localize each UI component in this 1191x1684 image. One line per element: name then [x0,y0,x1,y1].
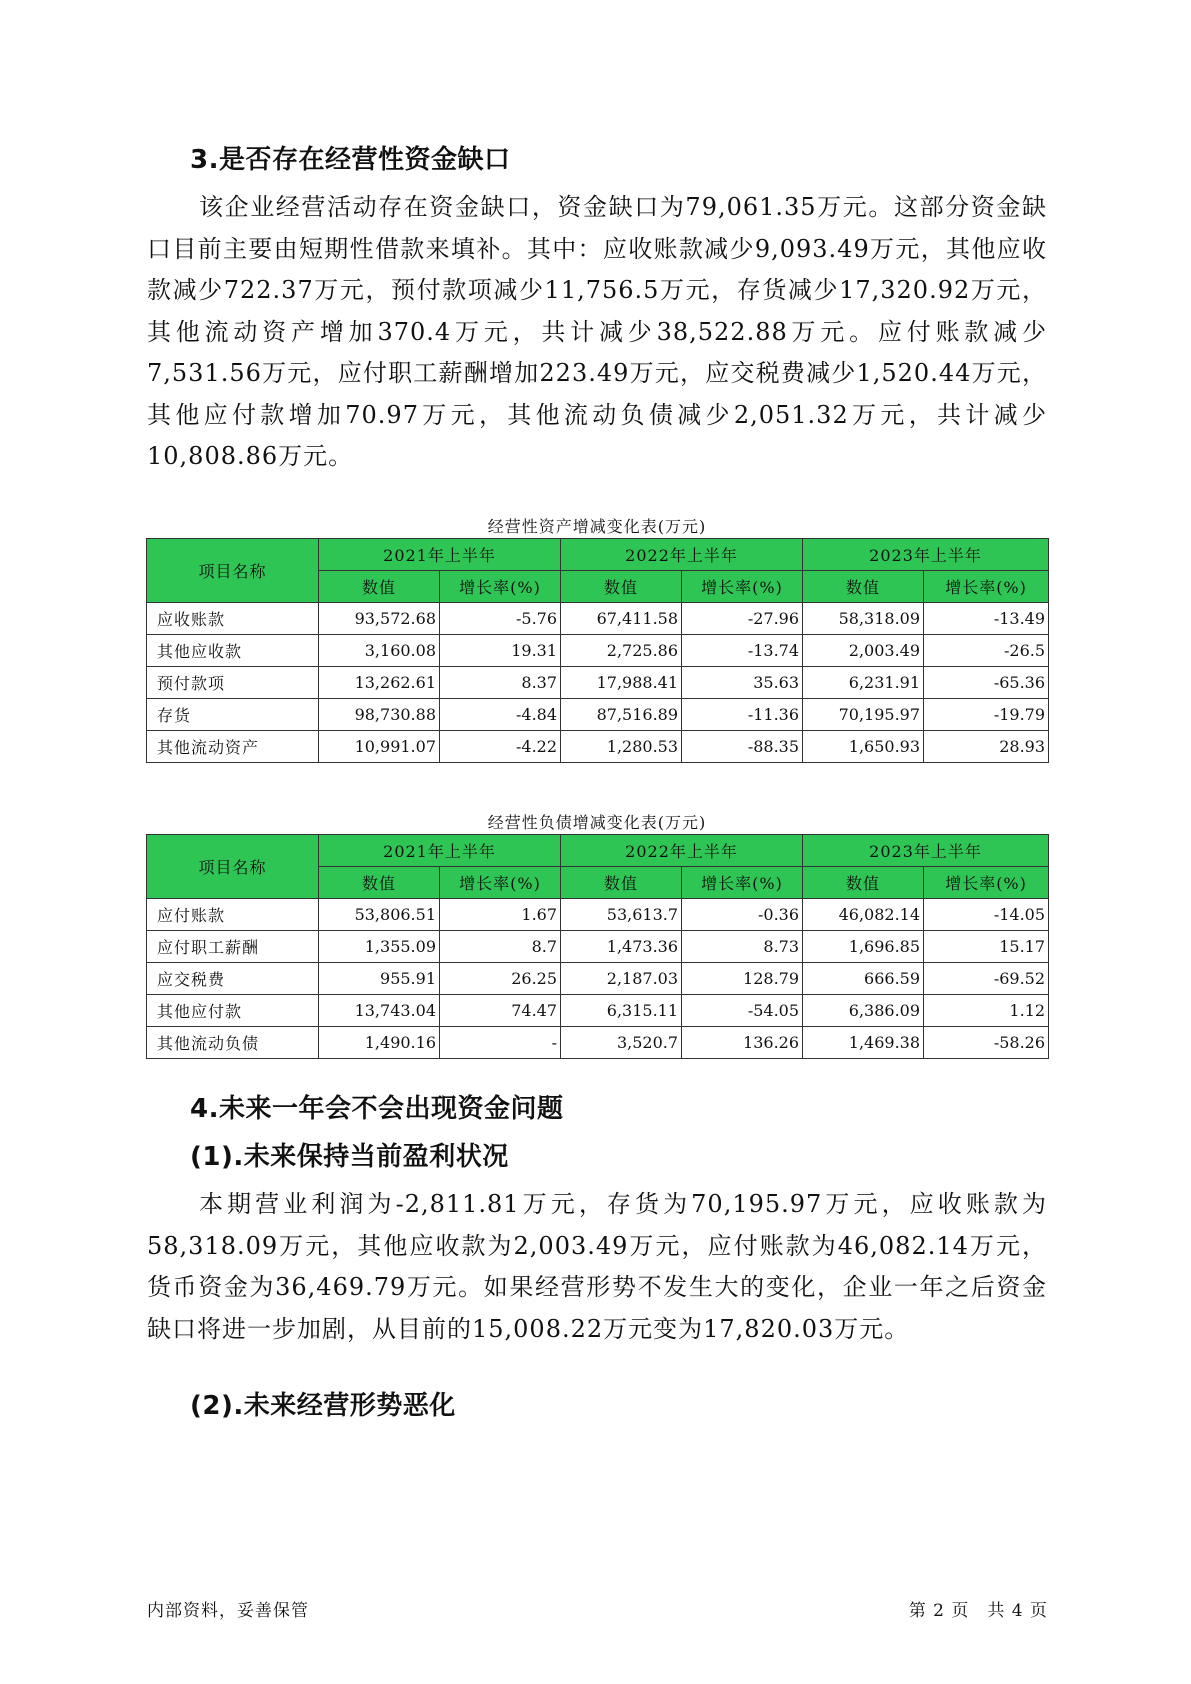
assets-table-caption: 经营性资产增减变化表(万元) [487,517,707,536]
growth-rate-cell: -65.36 [924,667,1049,699]
assets-subheader-value: 数值 [561,571,682,603]
growth-rate-cell: 8.7 [440,931,561,963]
assets-header-period: 2023年上半年 [803,539,1049,571]
section4-sub2-title: (2).未来经营形势恶化 [190,1391,456,1421]
assets-subheader-value: 数值 [319,571,440,603]
value-cell: 6,231.91 [803,667,924,699]
value-cell: 53,806.51 [319,899,440,931]
value-cell: 1,469.38 [803,1027,924,1059]
liabilities-table-caption: 经营性负债增减变化表(万元) [487,813,707,832]
growth-rate-cell: -27.96 [682,603,803,635]
value-cell: 70,195.97 [803,699,924,731]
value-cell: 6,386.09 [803,995,924,1027]
value-cell: 955.91 [319,963,440,995]
value-cell: 1,355.09 [319,931,440,963]
section4-title: 4.未来一年会不会出现资金问题 [190,1094,564,1124]
table-row [147,1027,1049,1059]
growth-rate-cell: -13.49 [924,603,1049,635]
value-cell: 87,516.89 [561,699,682,731]
growth-rate-cell: 74.47 [440,995,561,1027]
table-row [147,963,1049,995]
value-cell: 98,730.88 [319,699,440,731]
liabilities-subheader-value: 数值 [561,867,682,899]
section3-title: 3.是否存在经营性资金缺口 [190,145,511,175]
growth-rate-cell: -4.22 [440,731,561,763]
row-name: 预付款项 [147,667,319,699]
row-name: 其他应付款 [147,995,319,1027]
table-row [147,899,1049,931]
growth-rate-cell: -14.05 [924,899,1049,931]
assets-subheader-value: 数值 [803,571,924,603]
growth-rate-cell: -69.52 [924,963,1049,995]
section3-paragraph: 该企业经营活动存在资金缺口，资金缺口为79,061.35万元。这部分资金缺口目前主要由短期性借款来填补。其中：应收账款减少9,093.49万元，其他应收款减少722.37万元，预付款项减少11,756.5万元，存货减少17,320.92万元，其他流动资产增加370.4万元，共计减少38,522.88万元。应付账款减少7,531.56万元，应付职工薪酬增加223.49万元，应交税费减少1,520.44万元，其他应付款增加70.97万元，其他流动负债减少2,051.32万元，共计减少10,808.86万元。 [147,193,1047,470]
value-cell: 2,003.49 [803,635,924,667]
liabilities-subheader-rate: 增长率(%) [924,867,1049,899]
table-row [147,667,1049,699]
assets-header-period: 2022年上半年 [561,539,803,571]
growth-rate-cell: 8.73 [682,931,803,963]
growth-rate-cell: - [440,1027,561,1059]
table-row [147,731,1049,763]
value-cell: 1,696.85 [803,931,924,963]
growth-rate-cell: 1.67 [440,899,561,931]
value-cell: 1,490.16 [319,1027,440,1059]
value-cell: 10,991.07 [319,731,440,763]
liabilities-subheader-rate: 增长率(%) [682,867,803,899]
liabilities-header-period: 2021年上半年 [319,835,561,867]
growth-rate-cell: -54.05 [682,995,803,1027]
growth-rate-cell: 8.37 [440,667,561,699]
value-cell: 93,572.68 [319,603,440,635]
assets-header-item: 项目名称 [147,539,319,603]
value-cell: 666.59 [803,963,924,995]
row-name: 其他流动资产 [147,731,319,763]
table-row [147,603,1049,635]
value-cell: 58,318.09 [803,603,924,635]
row-name: 存货 [147,699,319,731]
table-row [147,699,1049,731]
growth-rate-cell: -19.79 [924,699,1049,731]
row-name: 应付职工薪酬 [147,931,319,963]
growth-rate-cell: -13.74 [682,635,803,667]
value-cell: 13,262.61 [319,667,440,699]
growth-rate-cell: 136.26 [682,1027,803,1059]
growth-rate-cell: 19.31 [440,635,561,667]
liabilities-subheader-value: 数值 [803,867,924,899]
footer-left: 内部资料，妥善保管 [147,1601,309,1621]
value-cell: 1,650.93 [803,731,924,763]
row-name: 应收账款 [147,603,319,635]
growth-rate-cell: 128.79 [682,963,803,995]
table-row [147,635,1049,667]
liabilities-header-period: 2022年上半年 [561,835,803,867]
growth-rate-cell: -5.76 [440,603,561,635]
value-cell: 2,725.86 [561,635,682,667]
row-name: 其他应收款 [147,635,319,667]
value-cell: 2,187.03 [561,963,682,995]
value-cell: 46,082.14 [803,899,924,931]
growth-rate-cell: 35.63 [682,667,803,699]
assets-table [146,538,1049,763]
value-cell: 1,280.53 [561,731,682,763]
row-name: 应交税费 [147,963,319,995]
section4-sub1-paragraph: 本期营业利润为-2,811.81万元，存货为70,195.97万元，应收账款为58,318.09万元，其他应收款为2,003.49万元，应付账款为46,082.14万元，货币资金为36,469.79万元。如果经营形势不发生大的变化，企业一年之后资金缺口将进一步加剧，从目前的15,008.22万元变为17,820.03万元。 [147,1190,1047,1343]
liabilities-subheader-rate: 增长率(%) [440,867,561,899]
liabilities-header-period: 2023年上半年 [803,835,1049,867]
growth-rate-cell: -4.84 [440,699,561,731]
growth-rate-cell: -11.36 [682,699,803,731]
assets-subheader-rate: 增长率(%) [440,571,561,603]
liabilities-table-body [147,899,1049,1059]
growth-rate-cell: -88.35 [682,731,803,763]
section4-sub1-title: (1).未来保持当前盈利状况 [190,1142,509,1172]
growth-rate-cell: -58.26 [924,1027,1049,1059]
assets-subheader-rate: 增长率(%) [682,571,803,603]
liabilities-subheader-value: 数值 [319,867,440,899]
value-cell: 17,988.41 [561,667,682,699]
liabilities-table [146,834,1049,1059]
growth-rate-cell: 1.12 [924,995,1049,1027]
value-cell: 3,160.08 [319,635,440,667]
assets-subheader-rate: 增长率(%) [924,571,1049,603]
value-cell: 1,473.36 [561,931,682,963]
growth-rate-cell: 26.25 [440,963,561,995]
growth-rate-cell: 28.93 [924,731,1049,763]
liabilities-header-item: 项目名称 [147,835,319,899]
table-row [147,995,1049,1027]
assets-table-body [147,603,1049,763]
value-cell: 67,411.58 [561,603,682,635]
growth-rate-cell: 15.17 [924,931,1049,963]
table-row [147,931,1049,963]
footer-page-number: 第 2 页 共 4 页 [908,1601,1048,1621]
value-cell: 53,613.7 [561,899,682,931]
growth-rate-cell: -26.5 [924,635,1049,667]
value-cell: 3,520.7 [561,1027,682,1059]
value-cell: 6,315.11 [561,995,682,1027]
growth-rate-cell: -0.36 [682,899,803,931]
assets-header-period: 2021年上半年 [319,539,561,571]
row-name: 应付账款 [147,899,319,931]
row-name: 其他流动负债 [147,1027,319,1059]
value-cell: 13,743.04 [319,995,440,1027]
